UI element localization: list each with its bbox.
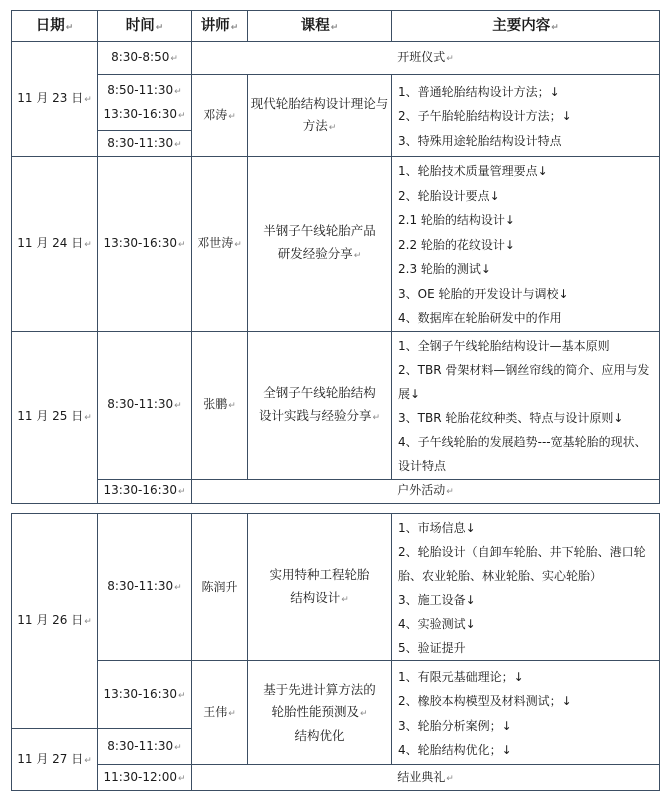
schedule-table-part2 [11, 513, 660, 791]
table-row [12, 42, 660, 75]
header-date: 日期↵ [12, 11, 98, 42]
table-row [12, 765, 660, 791]
time-cell: 11:30-12:00↵ [98, 765, 192, 791]
table-row [12, 75, 660, 131]
header-row [12, 11, 660, 42]
teacher-cell: 邓世涛↵ [192, 157, 248, 332]
time-cell: 8:30-8:50↵ [98, 42, 192, 75]
time-cell: 13:30-16:30↵ [98, 479, 192, 503]
teacher-cell: 王伟↵ [192, 661, 248, 765]
table-row [12, 514, 660, 661]
header-content: 主要内容↵ [392, 11, 660, 42]
opening-ceremony-cell: 开班仪式↵ [192, 42, 660, 75]
closing-ceremony-cell: 结业典礼↵ [192, 765, 660, 791]
header-course: 课程↵ [248, 11, 392, 42]
schedule-table-part1 [11, 10, 660, 504]
header-teacher: 讲师↵ [192, 11, 248, 42]
teacher-cell: 陈润升 [192, 514, 248, 661]
time-cell: 8:30-11:30↵ [98, 331, 192, 479]
course-cell: 现代轮胎结构设计理论与 方法↵ [248, 75, 392, 157]
course-cell: 半钢子午线轮胎产品 研发经验分享↵ [248, 157, 392, 332]
content-cell: 1、全钢子午线轮胎结构设计—基本原则 2、TBR 骨架材料—钢丝帘线的简介、应用与发展↓ 3、TBR 轮胎花纹种类、特点与设计原则↓ 4、子午线轮胎的发展趋势---宽基轮胎的现状、设计特点 [392, 331, 660, 479]
table-row [12, 157, 660, 332]
content-cell: 1、市场信息↓ 2、轮胎设计（自卸车轮胎、井下轮胎、港口轮胎、农业轮胎、林业轮胎、实心轮胎） 3、施工设备↓ 4、实验测试↓ 5、验证提升 [392, 514, 660, 661]
time-cell: 8:30-11:30↵ [98, 131, 192, 157]
date-cell-23: 11 月 23 日↵ [12, 42, 98, 157]
teacher-cell: 张鹏↵ [192, 331, 248, 479]
course-cell: 实用特种工程轮胎 结构设计↵ [248, 514, 392, 661]
time-cell: 8:30-11:30↵ [98, 514, 192, 661]
date-cell-26: 11 月 26 日↵ [12, 514, 98, 729]
date-cell-27: 11 月 27 日↵ [12, 729, 98, 791]
teacher-cell: 邓涛↵ [192, 75, 248, 157]
course-cell: 基于先进计算方法的 轮胎性能预测及↵ 结构优化 [248, 661, 392, 765]
time-cell: 13:30-16:30↵ [98, 157, 192, 332]
date-cell-25: 11 月 25 日↵ [12, 331, 98, 503]
time-cell: 13:30-16:30↵ [98, 661, 192, 729]
content-cell: 1、轮胎技术质量管理要点↓ 2、轮胎设计要点↓ 2.1 轮胎的结构设计↓ 2.2 轮胎的花纹设计↓ 2.3 轮胎的测试↓ 3、OE 轮胎的开发设计与调校↓ 4、数据库在轮胎研发中的作用 [392, 157, 660, 332]
course-cell: 全钢子午线轮胎结构 设计实践与经验分享↵ [248, 331, 392, 479]
content-cell: 1、有限元基础理论；↓ 2、橡胶本构模型及材料测试；↓ 3、轮胎分析案例；↓ 4、轮胎结构优化；↓ [392, 661, 660, 765]
table-row [12, 661, 660, 729]
header-time: 时间↵ [98, 11, 192, 42]
time-cell: 8:30-11:30↵ [98, 729, 192, 765]
outdoor-activity-cell: 户外活动↵ [192, 479, 660, 503]
time-cell: 8:50-11:30↵ 13:30-16:30↵ [98, 75, 192, 131]
content-cell: 1、普通轮胎结构设计方法；↓ 2、子午胎轮胎结构设计方法；↓ 3、特殊用途轮胎结构设计特点 [392, 75, 660, 157]
date-cell-24: 11 月 24 日↵ [12, 157, 98, 332]
table-row [12, 479, 660, 503]
table-row [12, 331, 660, 479]
